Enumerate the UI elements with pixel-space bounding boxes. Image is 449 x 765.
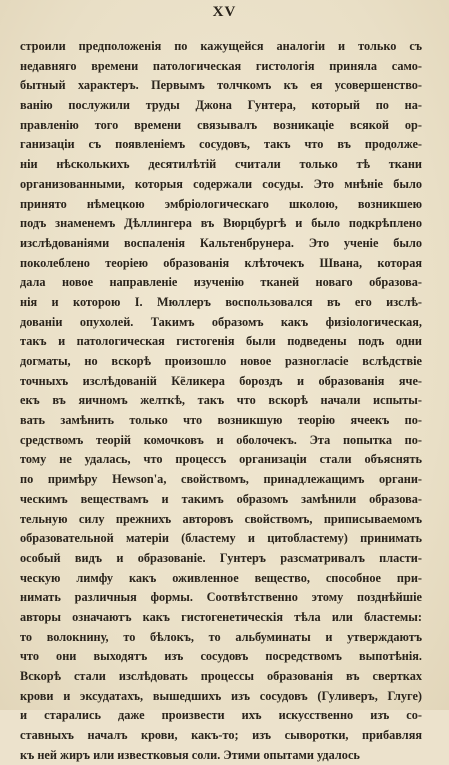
text-line: образовательной матеріи (бластему и цитобластему) принимать: [20, 531, 422, 546]
text-line: ставныхъ началъ крови, какъ-то; изъ сыворотки, прибавляя: [20, 728, 422, 743]
text-line: ніи нѣсколькихъ десятилѣтій считали только тѣ ткани: [20, 157, 422, 172]
text-line: бытный характеръ. Первымъ толчкомъ къ ея усовершенство-: [20, 78, 422, 93]
text-line: дованіи опухолей. Такимъ образомъ какъ физіологическая,: [20, 314, 422, 329]
text-line: правленію того времени связывалъ возникаціе всякой ор-: [20, 117, 422, 132]
text-line: поколеблено теоріею образованія клѣточекъ Швана, которая: [20, 255, 422, 270]
text-line: то волокнину, то бѣлокъ, то альбуминаты и утверждаютъ: [20, 629, 422, 644]
text-line: ганизаціи съ появленіемъ сосудовъ, такъ что въ продолже-: [20, 137, 422, 152]
text-line: что они выходятъ изъ сосудовъ посредствомъ выпотѣнія.: [20, 649, 422, 664]
text-line: строили предположенія по кажущейся аналогіи и только съ: [20, 39, 422, 53]
page-number: XV: [212, 4, 237, 20]
text-line: по примѣру Hewson'а, свойствомъ, принадлежащимъ органи-: [20, 472, 422, 487]
text-line: принято нѣмецкою эмбріологическаго школою, возникшею: [20, 196, 422, 211]
text-line: и старались даже произвести ихъ искусственно изъ со-: [20, 708, 422, 723]
text-line: такъ и патологическая гистогенія были подведены подъ одни: [20, 334, 422, 349]
text-line: средствомъ теорій комочковъ и оболочекъ. Эта попытка по-: [20, 432, 422, 447]
text-line: догматы, но вскорѣ произошло новое разногласіе вслѣдствіе: [20, 354, 422, 368]
text-line: Вскорѣ стали изслѣдовать процессы образованія въ свертках: [20, 669, 422, 683]
text-line: крови и эксудатахъ, вышедшихъ изъ сосудовъ (Гуливеръ, Глуге): [20, 688, 422, 703]
text-line: изслѣдованіями воспаленія Кальтенбрунера. Это ученіе было: [20, 235, 422, 250]
text-line: организованными, которыя содержали сосуды. Это мнѣніе было: [20, 176, 422, 191]
text-line: авторы означаютъ какъ гистогенетическія тѣла или бластемы:: [20, 609, 422, 624]
text-line: точныхъ изслѣдованій Кёликера бороздъ и образованія яче-: [20, 373, 422, 388]
text-line: вать замѣнить только что возникшую теорію ячеекъ по-: [20, 413, 422, 428]
body-text: [20, 37, 422, 765]
text-line: къ ней жиръ или известковыя соли. Этими опытами удалось: [20, 747, 360, 762]
text-line: ческимъ веществамъ и такимъ образомъ замѣнили образова-: [20, 491, 422, 506]
text-line: дала новое направленіе изученію тканей новаго образова-: [20, 275, 422, 290]
text-line: тому не удалась, что процессъ организаціи стали объяснять: [20, 452, 422, 467]
text-line: недавняго времени патологическая гистологія приняла само-: [20, 58, 422, 73]
text-line: тельную силу прежнихъ авторовъ свойствомъ, приписываемомъ: [20, 511, 422, 526]
text-line: ванію послужили труды Джона Гунтера, который по на-: [20, 98, 422, 113]
text-line: екъ въ яичномъ желткѣ, такъ что вскорѣ начали испыты-: [20, 393, 422, 408]
text-line: нія и которою І. Мюллеръ воспользовался въ его изслѣ-: [20, 294, 422, 309]
text-line: нимать различныя формы. Соотвѣтственно этому позднѣйшіе: [20, 590, 422, 605]
text-line: подъ знаменемъ Дѣллингера въ Вюрцбургѣ и было подкрѣплено: [20, 216, 422, 231]
text-line: ческую лимфу какъ оживленное вещество, способное при-: [20, 570, 422, 585]
text-line: особый видъ и образованіе. Гунтеръ разсматривалъ пласти-: [20, 550, 422, 565]
